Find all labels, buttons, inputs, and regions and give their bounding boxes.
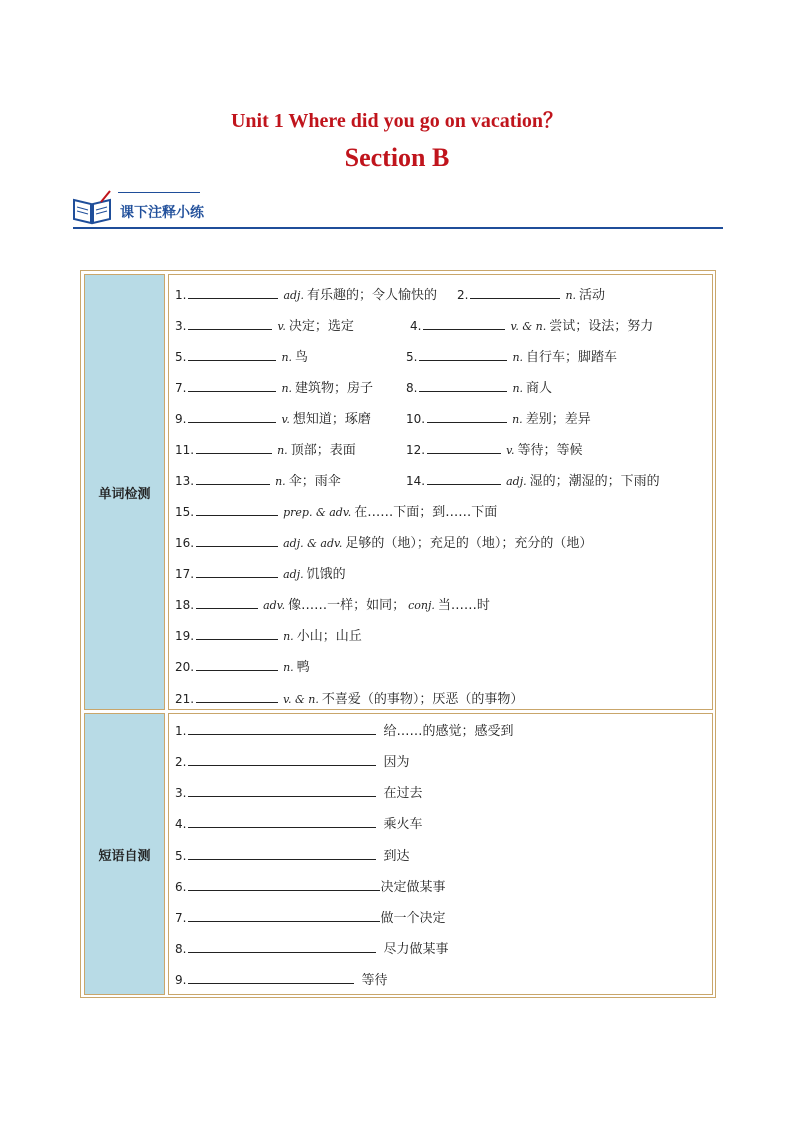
phrase-row: 3. 在过去 (175, 782, 422, 802)
answer-blank[interactable] (427, 408, 507, 423)
word-row: 13. n. 伞；雨伞 (175, 470, 341, 490)
phrase-row: 7. 做一个决定 (175, 907, 445, 927)
answer-blank[interactable] (188, 346, 276, 361)
phrase-row: 2. 因为 (175, 751, 409, 771)
word-row: 10. n. 差别；差异 (406, 408, 591, 428)
phrase-row: 6. 决定做某事 (175, 876, 445, 896)
answer-blank[interactable] (188, 284, 278, 299)
banner-rule (73, 227, 723, 229)
answer-blank[interactable] (188, 751, 376, 766)
word-row: 14. adj. 湿的；潮湿的；下雨的 (406, 470, 660, 490)
answer-blank[interactable] (188, 876, 380, 891)
banner-underline (118, 192, 200, 193)
phrases-panel (168, 713, 713, 995)
banner-label: 课下注释小练 (120, 205, 204, 221)
word-row: 4. v. & n. 尝试；设法；努力 (410, 315, 653, 335)
word-row: 18. adv. 像……一样；如同； conj. 当……时 (175, 594, 490, 614)
word-row: 7. n. 建筑物；房子 (175, 377, 373, 397)
answer-blank[interactable] (196, 532, 278, 547)
answer-blank[interactable] (196, 656, 278, 671)
section-title: Section B (344, 143, 450, 172)
answer-blank[interactable] (188, 315, 272, 330)
answer-blank[interactable] (196, 563, 278, 578)
answer-blank[interactable] (423, 315, 505, 330)
answer-blank[interactable] (188, 408, 276, 423)
answer-blank[interactable] (188, 720, 376, 735)
answer-blank[interactable] (427, 470, 501, 485)
answer-blank[interactable] (470, 284, 560, 299)
phrase-row: 8. 尽力做某事 (175, 938, 448, 958)
exercise-table (80, 270, 716, 998)
word-row: 1. adj. 有乐趣的；令人愉快的 (175, 284, 437, 304)
word-row: 11. n. 顶部；表面 (175, 439, 356, 459)
category-words: 单词检测 (84, 274, 165, 710)
words-panel (168, 274, 713, 710)
answer-blank[interactable] (427, 439, 501, 454)
word-row: 5. n. 自行车；脚踏车 (406, 346, 617, 366)
answer-blank[interactable] (419, 377, 507, 392)
word-row: 21. v. & n. 不喜爱（的事物）；厌恶（的事物） (175, 688, 523, 708)
phrase-row: 5. 到达 (175, 845, 409, 865)
unit-title: Unit 1 Where did you go on vacation？ (230, 110, 564, 132)
answer-blank[interactable] (188, 938, 376, 953)
word-row: 2. n. 活动 (457, 284, 605, 304)
answer-blank[interactable] (196, 688, 278, 703)
answer-blank[interactable] (188, 377, 276, 392)
word-row: 9. v. 想知道；琢磨 (175, 408, 371, 428)
answer-blank[interactable] (188, 907, 380, 922)
word-row: 15. prep. & adv. 在……下面；到……下面 (175, 501, 497, 521)
word-row: 12. v. 等待；等候 (406, 439, 583, 459)
answer-blank[interactable] (188, 813, 376, 828)
phrase-row: 9. 等待 (175, 969, 387, 989)
answer-blank[interactable] (188, 969, 354, 984)
answer-blank[interactable] (196, 439, 272, 454)
answer-blank[interactable] (196, 470, 270, 485)
answer-blank[interactable] (196, 594, 258, 609)
word-row: 5. n. 鸟 (175, 346, 308, 366)
open-book-pen-icon (71, 190, 113, 226)
word-row: 3. v. 决定；选定 (175, 315, 354, 335)
category-phrases: 短语自测 (84, 713, 165, 995)
answer-blank[interactable] (188, 782, 376, 797)
phrase-row: 1. 给……的感觉；感受到 (175, 720, 513, 740)
word-row: 16. adj. & adv. 足够的（地）；充足的（地）；充分的（地） (175, 532, 592, 552)
word-row: 8. n. 商人 (406, 377, 552, 397)
answer-blank[interactable] (188, 845, 376, 860)
answer-blank[interactable] (419, 346, 507, 361)
word-row: 20. n. 鸭 (175, 656, 310, 676)
word-row: 19. n. 小山；山丘 (175, 625, 362, 645)
answer-blank[interactable] (196, 501, 278, 516)
answer-blank[interactable] (196, 625, 278, 640)
phrase-row: 4. 乘火车 (175, 813, 422, 833)
word-row: 17. adj. 饥饿的 (175, 563, 346, 583)
